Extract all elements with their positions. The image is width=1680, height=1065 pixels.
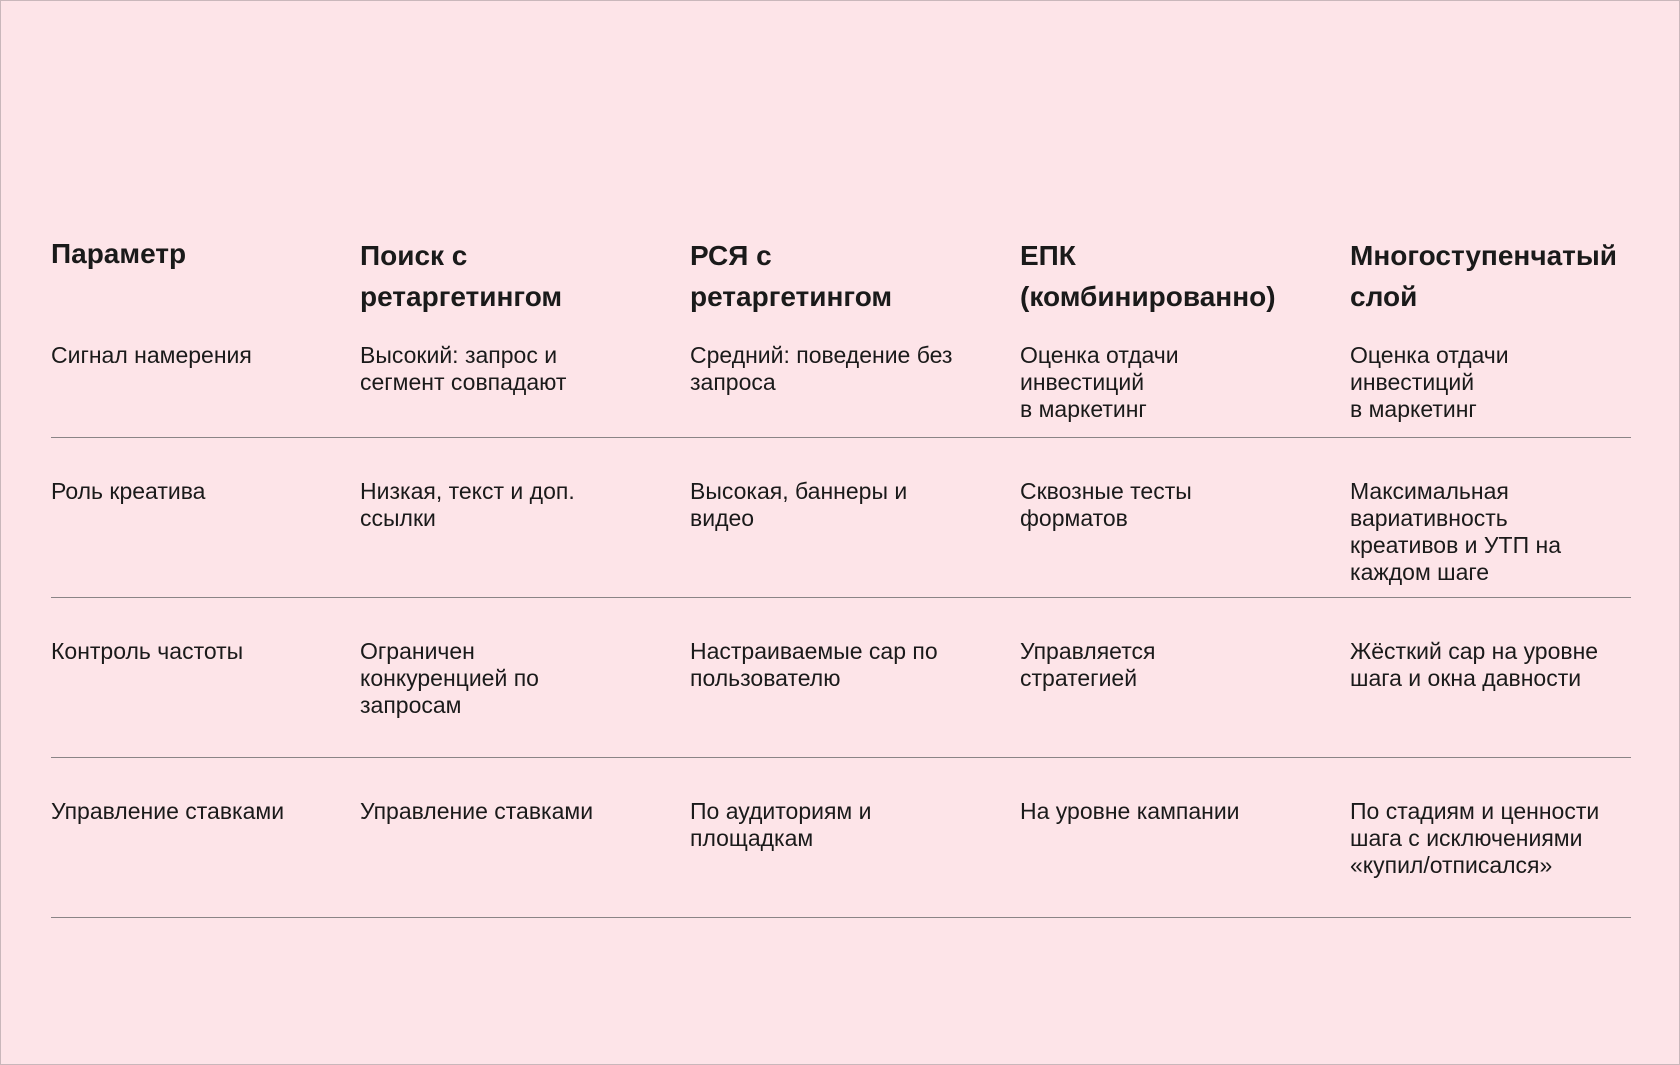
row-param-bid-management: Управление ставками xyxy=(51,798,285,824)
table-row xyxy=(51,342,1631,438)
header-search-retargeting: Поиск с ретаргетингом xyxy=(360,240,563,312)
header-epk-combined: ЕПК (комбинированно) xyxy=(1020,240,1276,312)
table-cell: Оценка отдачи инвестиций в маркетинг xyxy=(1350,342,1509,422)
table-cell: Оценка отдачи инвестиций в маркетинг xyxy=(1020,342,1179,422)
table-cell: Максимальная вариативность креативов и УТП на каждом шаге xyxy=(1350,478,1561,585)
table-cell: Средний: поведение без запроса xyxy=(690,342,953,395)
table-cell: Жёсткий cap на уровне шага и окна давности xyxy=(1350,638,1599,691)
table-cell: Высокая, баннеры и видео xyxy=(690,478,908,531)
table-cell: Управляется стратегией xyxy=(1020,638,1156,691)
table-cell: Настраиваемые cap по пользователю xyxy=(690,638,938,691)
table-cell: По стадиям и ценности шага с исключениями «купил/отписался» xyxy=(1350,798,1600,878)
row-param-frequency-control: Контроль частоты xyxy=(51,638,244,664)
header-parameter: Параметр xyxy=(51,238,187,269)
table-row xyxy=(51,438,1631,598)
table-cell: На уровне кампании xyxy=(1020,798,1240,824)
table-cell: По аудиториям и площадкам xyxy=(690,798,872,851)
table-row xyxy=(51,598,1631,758)
table-cell: Сквозные тесты форматов xyxy=(1020,478,1192,531)
table-cell: Ограничен конкуренцией по запросам xyxy=(360,638,539,718)
header-multistage-layer: Многоступенчатый слой xyxy=(1350,240,1617,312)
header-rsya-retargeting: РСЯ с ретаргетингом xyxy=(690,240,893,312)
table-cell: Высокий: запрос и сегмент совпадают xyxy=(360,342,567,395)
comparison-table xyxy=(51,233,1631,918)
table-cell: Управление ставками xyxy=(360,798,594,824)
row-param-intent-signal: Сигнал намерения xyxy=(51,342,252,368)
table-row xyxy=(51,758,1631,918)
table-header-row xyxy=(51,233,1631,342)
table-cell: Низкая, текст и доп. ссылки xyxy=(360,478,575,531)
row-param-creative-role: Роль креатива xyxy=(51,478,206,504)
